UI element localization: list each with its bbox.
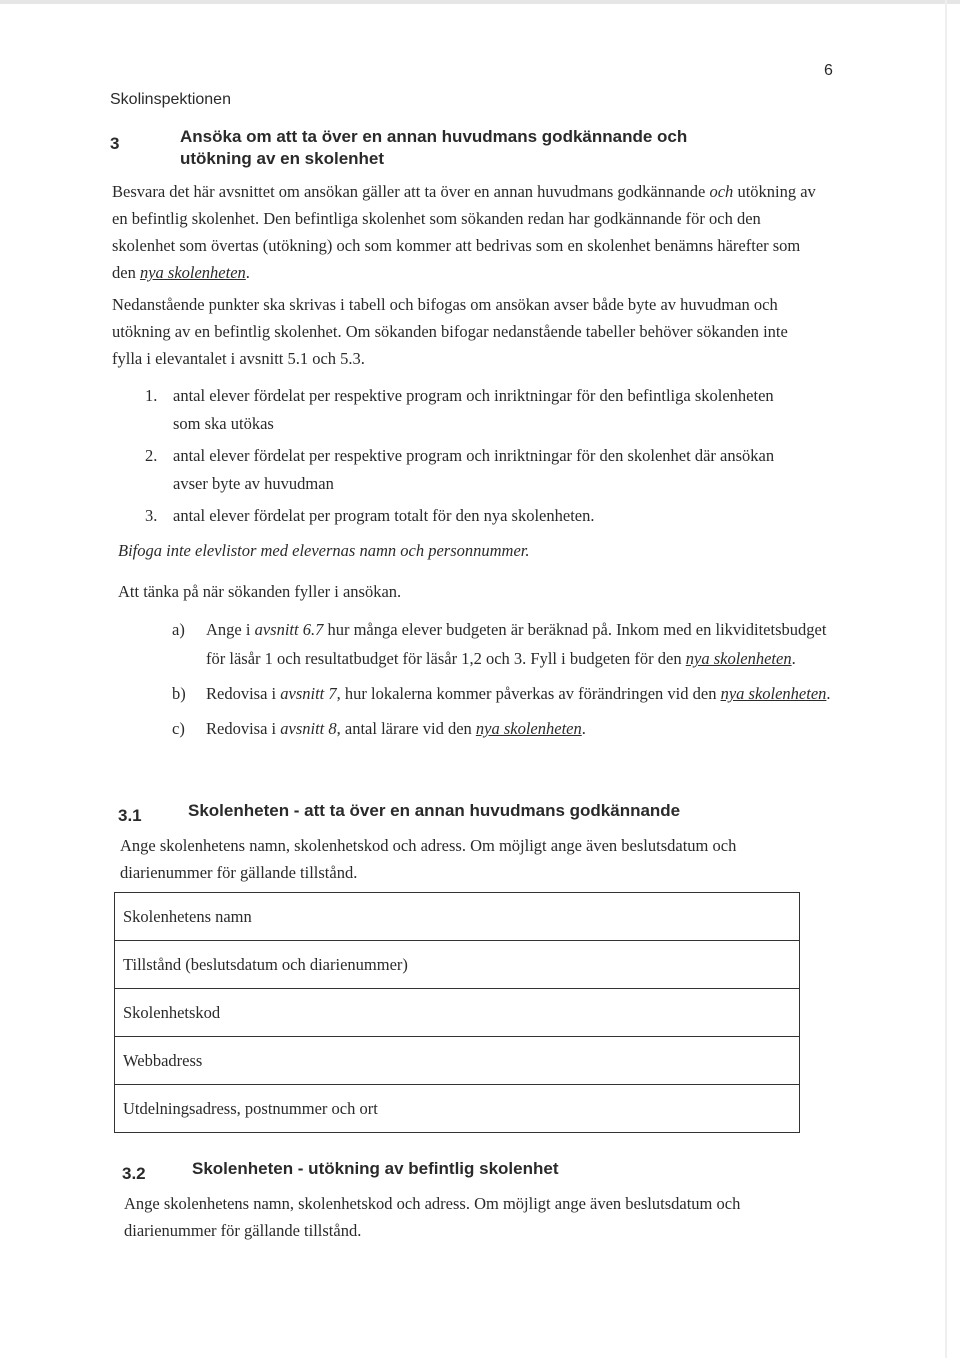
item-text-end: . [581,719,586,738]
list-item-text: antal elever fördelat per respektive program och inriktningar för den skolenhet där ansökan avser byte av huvudman [173,446,775,493]
item-text-mid: hur många elever budgeten är beräknad på. Inkom med en likviditetsbudget för läsår 1 och resultatbudget för läsår 1,2 och 3. Fyll i budgeten för den [206,620,827,668]
section-3-1-text: Ange skolenhetens namn, skolenhetskod och adress. Om möjligt ange även beslutsdatum och diarienummer för gällande tillstånd. [120,836,737,882]
list-item-text: antal elever fördelat per program totalt för den nya skolenheten. [173,506,595,525]
nya-skolenheten-link: nya skolenheten [720,684,827,703]
alpha-list [172,615,842,749]
list-item-text: antal elever fördelat per respektive program och inriktningar för den befintliga skolenheten som ska utökas [173,386,774,433]
school-unit-code-field[interactable]: Skolenhetskod [115,989,800,1037]
list-item-letter: b) [172,684,186,703]
intro-text-1: Besvara det här avsnittet om ansökan gäller att ta över en annan huvudmans godkännande [112,182,706,201]
web-address-field[interactable]: Webbadress [115,1037,800,1085]
school-unit-table [114,892,800,1133]
intro-och: och [709,182,734,201]
school-unit-name-field[interactable]: Skolenhetens namn [115,893,800,941]
scan-edge-top [0,0,960,4]
intro-nya-skolenheten: nya skolenheten [139,263,246,282]
numbered-list [145,382,805,534]
list-item [172,714,842,743]
item-text-end: . [791,649,796,668]
section-3-1-title: Skolenheten - att ta över en annan huvudmans godkännande [188,801,681,820]
list-item [145,442,805,498]
table-row [115,893,800,941]
nya-skolenheten-link: nya skolenheten [685,649,792,668]
section-3-paragraph-2: Nedanstående punkter ska skrivas i tabell och bifogas om ansökan avser både byte av huvudman och utökning av en befintlig skolenhet. Om sökanden bifogar nedanstående tabeller behöver sökanden inte fylla i elevantalet i avsnitt 5.1 och 5.3. [112,295,788,368]
list-item-number: 3. [145,506,158,525]
item-text-end: . [826,684,831,703]
section-3-1-number: 3.1 [118,806,142,825]
section-3-title-line1: Ansöka om att ta över en annan huvudmans godkännande och [180,127,688,146]
postal-address-field[interactable]: Utdelningsadress, postnummer och ort [115,1085,800,1133]
scan-edge-right [945,0,947,1358]
intro-text-2: utökning av en befintlig skolenhet. Den befintliga skolenhet som sökanden redan har godkännande för och den skolenhet som övertas (utökning) och som kommer att bedrivas som en skolenhet benämns härefter som den [112,182,816,282]
list-item [145,382,805,438]
section-reference: avsnitt 8 [280,719,337,738]
table-row [115,1085,800,1133]
section-3-2-number: 3.2 [122,1164,146,1183]
list-item [172,679,842,708]
item-text-pre: Redovisa i [206,719,281,738]
section-3-2-text: Ange skolenhetens namn, skolenhetskod och adress. Om möjligt ange även beslutsdatum och diarienummer för gällande tillstånd. [124,1194,741,1240]
list-item [145,502,805,530]
table-row [115,989,800,1037]
list-item-letter: a) [172,620,185,639]
section-reference: avsnitt 6.7 [254,620,324,639]
item-text-mid: , antal lärare vid den [336,719,476,738]
section-3-title [180,126,800,170]
nya-skolenheten-link: nya skolenheten [475,719,582,738]
section-3-title-line2: utökning av en skolenhet [180,149,385,168]
item-text-pre: Redovisa i [206,684,281,703]
table-row [115,1037,800,1085]
intro-end: . [245,263,250,282]
list-item-number: 2. [145,446,158,465]
item-text-pre: Ange i [206,620,255,639]
section-3-intro [112,178,822,286]
section-reference: avsnitt 7 [280,684,337,703]
think-about-label: Att tänka på när sökanden fyller i ansökan. [118,582,402,601]
note-no-student-lists: Bifoga inte elevlistor med elevernas namn och personnummer. [118,541,530,560]
section-3-2-title: Skolenheten - utökning av befintlig skolenhet [192,1159,559,1178]
page-number: 6 [824,62,833,79]
organization-name: Skolinspektionen [110,91,231,108]
item-text-mid: , hur lokalerna kommer påverkas av förändringen vid den [336,684,721,703]
list-item-number: 1. [145,386,158,405]
list-item [172,615,842,673]
list-item-letter: c) [172,719,185,738]
permit-field[interactable]: Tillstånd (beslutsdatum och diarienummer) [115,941,800,989]
section-3-number: 3 [110,134,120,153]
table-row [115,941,800,989]
